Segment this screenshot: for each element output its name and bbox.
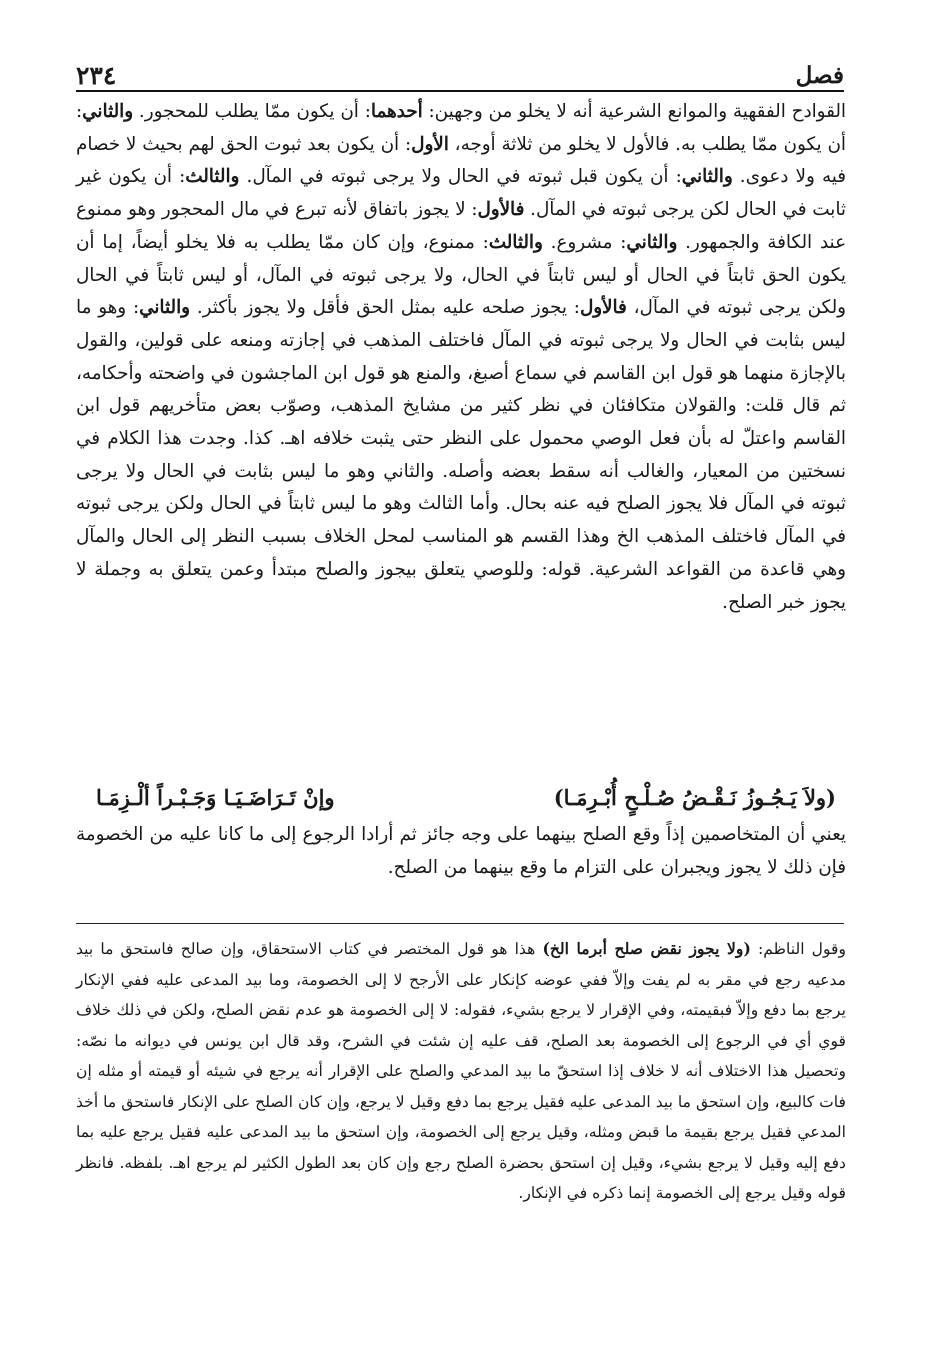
running-head: فصل <box>795 62 844 89</box>
poem-verse <box>96 780 836 816</box>
main-text <box>76 96 846 619</box>
term-second: والثاني <box>681 166 733 188</box>
text-run: : وهو ما ليس بثابت في الحال ولا يرجى ثبوته في المآل فاختلف المذهب في إجازته ومنعه على قولين، والقول بالإجازة منهما هو قول ابن القاسم في سماع أصبغ، والمنع هو قول ابن الماجشون في واضحته وأحكامه، ثم قال قلت: والقولان متكافئان في نظر كثير من مشايخ المذهب، وصوّب بعض متأخريهم قول ابن القاسم واعتلّ له بأن فعل الوصي محمول على النظر حتى يثبت خلافه اهـ. كذا. وجدت هذا الكلام في نسختين من المعيار، والغالب أنه سقط بعضه وأصله. والثاني وهو ما ليس بثابت في الحال ولا يرجى ثبوته في المآل فلا يجوز الصلح فيه عنه بحال. وأما الثالث وهو ما ليس ثابتاً في الحال ولكن يرجى ثبوته في المآل فاختلف المذهب الخ وهذا القسم هو المناسب لمحل الخلاف بسبب النظر إلى الحال والمآل وهي قاعدة من القواعد الشرعية. قوله: وللوصي يتعلق بيجوز والصلح مبتدأ وعمن يتعلق به وجملة لا يجوز خبر الصلح. <box>76 297 846 613</box>
footnote-paragraph <box>76 934 846 1209</box>
text-run: : لا يجوز باتفاق لأنه تبرع في مال المحجور وهو ممنوع عند الكافة والجمهور. <box>76 199 846 253</box>
page-header <box>76 56 844 92</box>
text-run: : أن يكون ممّا يطلب به. فالأول لا يخلو من ثلاثة أوجه، <box>76 101 847 155</box>
term-first: فالأول <box>579 297 627 319</box>
page-number: ٢٣٤ <box>76 61 117 90</box>
text-run: : ممنوع، وإن كان ممّا يطلب به فلا يخلو أيضاً، إما أن يكون الحق ثابتاً في الحال أو ليس ثابتاً في الحال، ولا يرجى ثبوته في المآل، أو ليس ثابتاً في الحال ولكن يرجى ثبوته في المآل، <box>76 231 846 319</box>
term-second: والثاني <box>626 231 678 253</box>
footnote-divider <box>76 923 844 924</box>
text-run: : يجوز صلحه عليه بمثل الحق فأقل ولا يجوز بأكثر. <box>190 297 580 319</box>
term-first: الأول <box>411 133 449 155</box>
text-run: : أن يكون قبل ثبوته في الحال ولا يرجى ثبوته في المآل. <box>239 166 682 188</box>
commentary-paragraph: يعني أن المتخاصمين إذاً وقع الصلح بينهما على وجه جائز ثم أرادا الرجوع إلى ما كانا عليه من الخصومة فإن ذلك لا يجوز ويجبران على التزام ما وقع بينهما من الصلح. <box>76 824 846 878</box>
term-second: والثاني <box>82 101 134 122</box>
main-paragraph <box>76 96 846 619</box>
text-run: : مشروع. <box>542 231 627 253</box>
verse-commentary <box>76 819 846 884</box>
term-third: والثالث <box>488 231 543 253</box>
footnote-quote: (ولا يجوز نقض صلح أبرما الخ) <box>542 939 751 958</box>
term-first: فالأول <box>477 199 525 221</box>
term-second: والثاني <box>139 297 190 319</box>
term-third: والثالث <box>185 166 240 188</box>
footnotes <box>76 934 846 1209</box>
text-run: هذا هو قول المختصر في كتاب الاستحقاق، وإن صالح فاستحق ما بيد مدعيه رجع في مقر به لم يفت وإلاّ ففي عوضه كإنكار على الأرجح لا إلى الخصومة، وما بيد المدعى عليه ففي الإنكار يرجع بما دفع وإلاّ فبقيمته، وفي الإقرار لا يرجع بشيء، فقوله: لا إلى الخصومة هو عدم نقض الصلح، ولكن في ذلك خلاف قوي أي في الرجوع إلى الخصومة بعد الصلح، قف عليه إن شئت في الشرح، وقد قال ابن يونس في ديوانه ما نصّه: وتحصيل هذا الاختلاف أنه لا خلاف إذا استحقّ ما بيد المدعي والصلح على الإقرار أنه يرجع في شيئه أو قيمته أو مثله إن فات كالبيع، وإن استحق ما بيد المدعى عليه فقيل يرجع بما دفع وقيل لا يرجع، وإن كان الصلح على الإنكار فاستحق ما أخذ المدعي فقيل يرجع بقيمة ما قبض ومثله، وقيل يرجع إلى الخصومة، وإن استحق ما بيد المدعى عليه فقيل يرجع عليه بما دفع إليه وقيل لا يرجع بشيء، وقيل إن استحق بحضرة الصلح رجع وإن كان بعد الطول الكثير لم يرجع اهـ. بلفظه. فانظر قوله وقيل يرجع إلى الخصومة إنما ذكره في الإنكار. <box>76 940 846 1202</box>
text-run: القوادح الفقهية والموانع الشرعية أنه لا يخلو من وجهين: <box>422 101 847 122</box>
text-run: : أن يكون ممّا يطلب للمحجور. <box>133 101 371 122</box>
text-run: : أن يكون بعد ثبوت الحق لهم بحيث لا خصام فيه ولا دعوى. <box>76 133 846 188</box>
verse-hemistich-1: (ولاَ يَـجُـوزُ نَـقْـضُ صُـلْـحٍ أُبْـرِمَـا) <box>553 785 836 810</box>
text-run: : أن يكون غير ثابت في الحال لكن يرجى ثبوته في المآل. <box>76 166 846 221</box>
term-first: أحدهما <box>370 101 423 122</box>
text-run: وقول الناظم: <box>750 940 847 958</box>
verse-hemistich-2: وإنْ تَـرَاضَـيَـا وَجَـبْـراً ألْـزِمَـا <box>96 785 335 810</box>
